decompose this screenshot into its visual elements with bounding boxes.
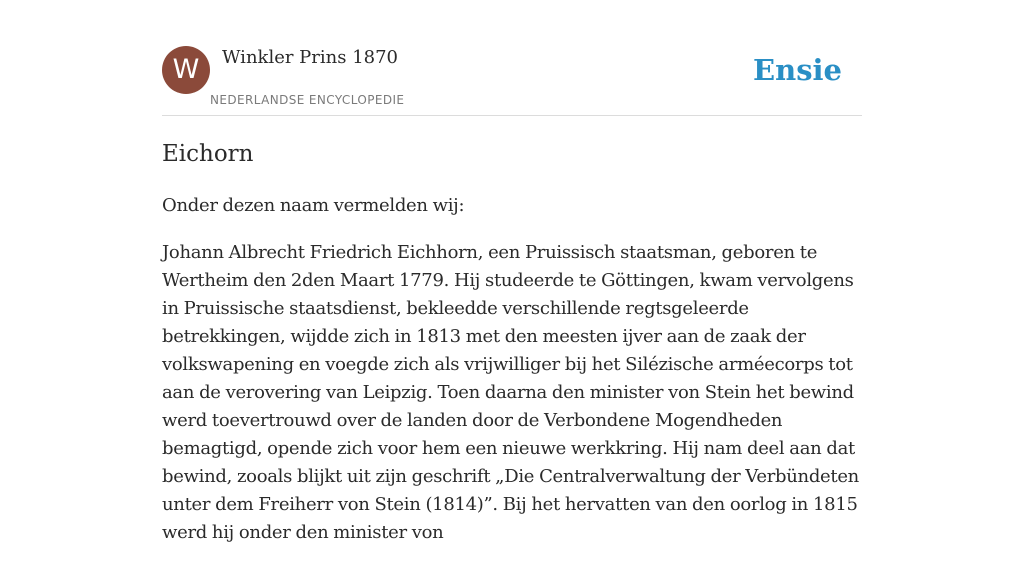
article-paragraph: Johann Albrecht Friedrich Eichhorn, een Pruissisch staatsman, geboren te Wertheim den 2den Maart 1779. Hij studeerde te Göttingen, kwam vervolgens in Pruissische staatsdienst, bekleedde verschillende regtsgeleerde betrekkingen, wijdde zich in 1813 met den meesten ijver aan de zaak der volkswapening en voegde zich als vrijwilliger bij het Silézische arméecorps tot aan de verovering van Leipzig. Toen daarna den minister von Stein het bewind werd toevertrouwd over de landen door de Verbondene Mogendheden bemagtigd, opende zich voor hem een nieuwe werkkring. Hij nam deel aan dat bewind, zooals blijkt uit zijn geschrift „Die Centralverwaltung der Verbündeten unter dem Freiherr von Stein (1814)”. Bij het hervatten van den oorlog in 1815 werd hij onder den minister von bbox=[162, 242, 859, 543]
source-title[interactable]: Winkler Prins 1870 bbox=[222, 47, 399, 68]
source-subtitle: NEDERLANDSE ENCYCLOPEDIE bbox=[210, 93, 405, 107]
article bbox=[162, 138, 862, 566]
brand-logo-link[interactable]: Ensie bbox=[753, 53, 842, 87]
site-header bbox=[162, 46, 862, 116]
source-avatar[interactable]: W bbox=[162, 46, 210, 94]
article-title: Eichorn bbox=[162, 141, 254, 167]
article-paragraph: Onder dezen naam vermelden wij: bbox=[162, 195, 465, 216]
